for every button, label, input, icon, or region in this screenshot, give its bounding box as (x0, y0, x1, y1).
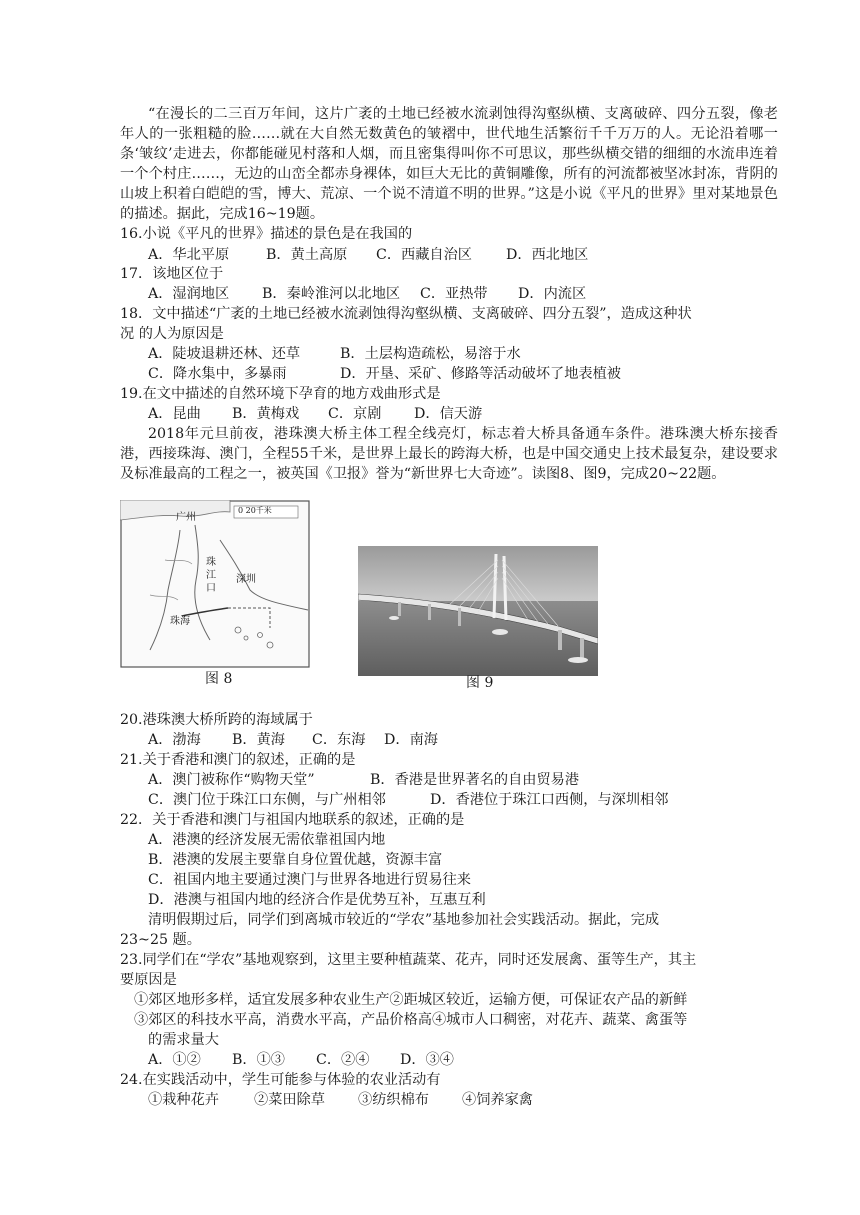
q19-option-d[interactable]: D．信天游 (414, 406, 483, 422)
q23-option-c[interactable]: C．②④ (316, 1052, 370, 1068)
map-label-zhujiang: 珠江口 (206, 557, 216, 594)
q19-stem: 19.在文中描述的自然环境下孕育的地方戏曲形式是 (120, 386, 441, 402)
map-label-guangzhou: 广州 (176, 512, 196, 523)
q17-options (148, 284, 586, 304)
figure8-map (120, 500, 310, 668)
q22-option-c[interactable]: C．祖国内地主要通过澳门与世界各地进行贸易往来 (148, 872, 471, 888)
q23-option-a[interactable]: A．①② (148, 1052, 201, 1068)
q17-option-a[interactable]: A．湿润地区 (148, 286, 230, 302)
q23-options (148, 1050, 454, 1070)
q23-item-line2: ③郊区的科技水平高，消费水平高，产品价格高④城市人口稠密，对花卉、蔬菜、禽蛋等 (134, 1012, 688, 1028)
q16-option-c[interactable]: C．西藏自治区 (376, 247, 472, 263)
q22-option-b[interactable]: B．港澳的发展主要靠自身位置优越，资源丰富 (148, 852, 443, 868)
map-label-zhuhai: 珠海 (170, 616, 190, 627)
q18-option-d[interactable]: D．开垦、采矿、修路等活动破坏了地表植被 (340, 366, 621, 382)
q18-options-row1 (148, 344, 521, 364)
q21-option-b[interactable]: B．香港是世界著名的自由贸易港 (370, 772, 580, 788)
q21-option-d[interactable]: D．香港位于珠江口西侧，与深圳相邻 (430, 792, 669, 808)
q19-options (148, 404, 482, 424)
q22-stem: 22．关于香港和澳门与祖国内地联系的叙述，正确的是 (120, 812, 465, 828)
q20-option-a[interactable]: A．渤海 (148, 732, 201, 748)
q17-stem: 17．该地区位于 (120, 266, 224, 282)
intro-paragraph: “在漫长的二三百万年间，这片广袤的土地已经被水流剥蚀得沟壑纵横、支离破碎、四分五裂，像老年人的一张粗糙的脸……就在大自然无数黄色的皱褶中，世代地生活繁衍千千万万的人。无论沿着哪一条‘皱纹’走进去，你都能碰见村落和人烟，而且密集得叫你不可思议，那些纵横交错的细细的水流串连着一个个村庄……，无边的山峦全都赤身裸体，如巨大无比的黄铜雕像，所有的河流都被坚冰封冻，背阴的山坡上积着白皑皑的雪，博大、荒凉、一个说不清道不明的世界。”这是小说《平凡的世界》里对某地景色的描述。据此，完成16~19题。 (120, 106, 778, 222)
q23-option-d[interactable]: D．③④ (400, 1052, 454, 1068)
map-scale: 0 20千米 (238, 506, 272, 515)
q20-options (148, 730, 438, 750)
q21-options-row1 (148, 770, 579, 790)
q16-option-d[interactable]: D．西北地区 (506, 247, 589, 263)
q17-option-c[interactable]: C．亚热带 (420, 286, 488, 302)
q20-option-c[interactable]: C．东海 (312, 732, 366, 748)
bridge-paragraph: 2018年元旦前夜，港珠澳大桥主体工程全线亮灯，标志着大桥具备通车条件。港珠澳大桥东接香港，西接珠海、澳门，全程55千米，是世界上最长的跨海大桥，也是中国交通史上技术最复杂，建设要求及标准最高的工程之一，被英国《卫报》誉为“新世界七大奇迹”。读图8、图9，完成20~22题。 (120, 426, 778, 482)
q18-option-b[interactable]: B．土层构造疏松，易溶于水 (340, 346, 521, 362)
q19-option-a[interactable]: A．昆曲 (148, 406, 201, 422)
q24-item-1: ①栽种花卉 (148, 1092, 219, 1108)
q17-option-d[interactable]: D．内流区 (518, 286, 587, 302)
q21-option-a[interactable]: A．澳门被称作“购物天堂” (148, 772, 315, 788)
q19-option-b[interactable]: B．黄梅戏 (232, 406, 300, 422)
q23-stem-line1: 23.同学们在“学农”基地观察到，这里主要种植蔬菜、花卉，同时还发展禽、蛋等生产，其主 (120, 952, 697, 968)
q18-stem-line1: 18．文中描述“广袤的土地已经被水流剥蚀得沟壑纵横、支离破碎、四分五裂”，造成这种状 (120, 306, 692, 322)
q24-item-3: ③纺织棉布 (358, 1092, 429, 1108)
q19-option-c[interactable]: C．京剧 (328, 406, 382, 422)
q18-option-c[interactable]: C．降水集中，多暴雨 (148, 366, 287, 382)
q16-stem: 16.小说《平凡的世界》描述的景色是在我国的 (120, 226, 413, 242)
q20-option-b[interactable]: B．黄海 (232, 732, 285, 748)
q24-stem: 24.在实践活动中，学生可能参与体验的农业活动有 (120, 1072, 441, 1088)
figure9-caption: 图 9 (466, 675, 494, 691)
q16-options (148, 245, 588, 265)
q16-option-a[interactable]: A．华北平原 (148, 247, 230, 263)
bridge-photo-drawing (358, 546, 598, 676)
q18-stem-line2: 况 的人为原因是 (120, 326, 224, 342)
q21-option-c[interactable]: C．澳门位于珠江口东侧，与广州相邻 (148, 792, 386, 808)
q20-stem: 20.港珠澳大桥所跨的海域属于 (120, 712, 313, 728)
qingming-intro-line1: 清明假期过后，同学们到离城市较近的“学农”基地参加社会实践活动。据此，完成 (148, 912, 660, 928)
q23-item-line1: ①郊区地形多样，适宜发展多种农业生产②距城区较近，运输方便，可保证农产品的新鲜 (134, 992, 688, 1008)
q18-options-row2 (148, 364, 621, 384)
q18-option-a[interactable]: A．陡坡退耕还林、还草 (148, 346, 301, 362)
figure8-caption: 图 8 (205, 671, 233, 687)
q24-item-2: ②菜田除草 (254, 1092, 325, 1108)
q21-options-row2 (148, 790, 668, 810)
q24-items (148, 1090, 533, 1110)
q23-item-line3: 的需求量大 (148, 1032, 219, 1048)
q20-option-d[interactable]: D．南海 (384, 732, 438, 748)
qingming-intro-line2: 23~25 题。 (120, 932, 201, 948)
q21-stem: 21.关于香港和澳门的叙述，正确的是 (120, 752, 356, 768)
q16-option-b[interactable]: B．黄土高原 (266, 247, 348, 263)
q22-option-d[interactable]: D．港澳与祖国内地的经济合作是优势互补，互惠互利 (148, 892, 486, 908)
map-label-shenzhen: 深圳 (236, 574, 256, 585)
q17-option-b[interactable]: B．秦岭淮河以北地区 (262, 286, 401, 302)
q22-option-a[interactable]: A．港澳的经济发展无需依靠祖国内地 (148, 832, 386, 848)
figure9-photo (358, 546, 598, 676)
q24-item-4: ④饲养家禽 (462, 1092, 533, 1108)
q23-option-b[interactable]: B．①③ (232, 1052, 285, 1068)
q23-stem-line2: 要原因是 (120, 972, 177, 988)
